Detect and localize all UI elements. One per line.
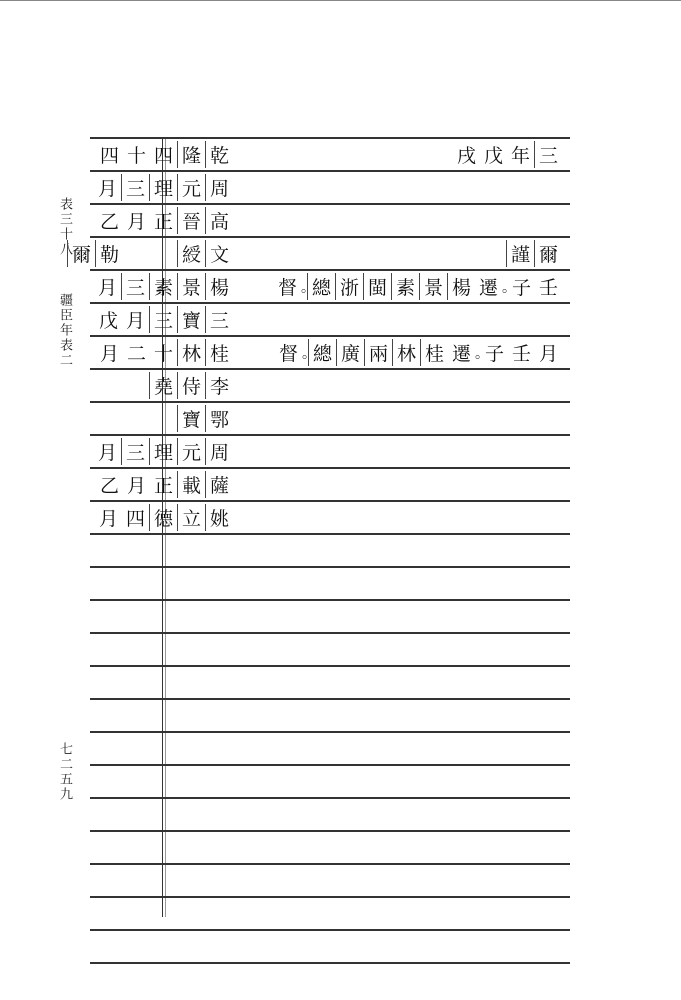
table-row	[90, 698, 570, 731]
left-cell: 堯 侍 李	[149, 370, 245, 401]
left-cell: 乙 月 正 載 薩	[96, 469, 245, 500]
left-cell	[233, 766, 245, 797]
left-cell: 月 三 理 元 周	[94, 436, 245, 467]
table-row	[90, 731, 570, 764]
left-cell: 月 二 十 林 桂	[96, 337, 245, 368]
left-cell	[233, 832, 245, 863]
left-cell	[233, 865, 245, 896]
left-cell	[233, 898, 245, 929]
table-row	[90, 599, 570, 632]
table-row	[90, 203, 570, 236]
table-row	[90, 797, 570, 830]
table-row	[90, 269, 570, 302]
table-row	[90, 467, 570, 500]
table-row	[90, 137, 570, 170]
table-row	[90, 434, 570, 467]
left-cell: 月 四 德 立 姚	[95, 502, 245, 533]
left-cell	[233, 634, 245, 665]
left-cell: 四 十 四 隆 乾	[96, 139, 245, 170]
left-cell: 寶 鄂	[177, 403, 245, 434]
margin-chapter-label: 表三十八	[57, 197, 72, 257]
left-cell	[233, 931, 245, 962]
table-row	[90, 401, 570, 434]
left-cell	[233, 568, 245, 599]
table-row	[90, 929, 570, 964]
left-cell: 月 三 素 景 楊	[94, 271, 245, 302]
right-cell: 謹 爾	[506, 238, 562, 269]
table-row	[90, 533, 570, 566]
margin-page-number: 七二五九	[57, 742, 72, 802]
left-cell	[233, 601, 245, 632]
chronology-table	[71, 137, 570, 964]
left-cell: 爾 勒 綬 文	[67, 238, 245, 269]
table-row	[90, 665, 570, 698]
table-row	[90, 566, 570, 599]
left-cell: 月 三 理 元 周	[94, 172, 245, 203]
table-row	[90, 896, 570, 929]
table-row	[90, 830, 570, 863]
table-row	[90, 302, 570, 335]
left-cell: 乙 月 正 晉 高	[96, 205, 245, 236]
left-cell	[233, 667, 245, 698]
table-row	[90, 632, 570, 665]
table-row	[71, 236, 570, 269]
left-cell	[233, 799, 245, 830]
table-row	[90, 368, 570, 401]
right-cell: 督 。 總 廣 兩 林 桂 遷 。 子 壬 月	[275, 337, 562, 368]
table-row	[90, 500, 570, 533]
left-cell	[233, 535, 245, 566]
left-cell: 戊 月 三 寶 三	[95, 304, 245, 335]
top-rule	[0, 0, 681, 1]
table-row	[90, 335, 570, 368]
right-cell: 戌 戊 年 三	[453, 139, 562, 170]
left-cell	[233, 700, 245, 731]
margin-title: 疆臣年表二	[57, 293, 72, 368]
right-cell: 督 。 總 浙 閩 素 景 楊 遷 。 子 壬	[274, 271, 562, 302]
table-row	[90, 170, 570, 203]
table-row	[90, 764, 570, 797]
table-row	[90, 863, 570, 896]
left-cell	[233, 733, 245, 764]
